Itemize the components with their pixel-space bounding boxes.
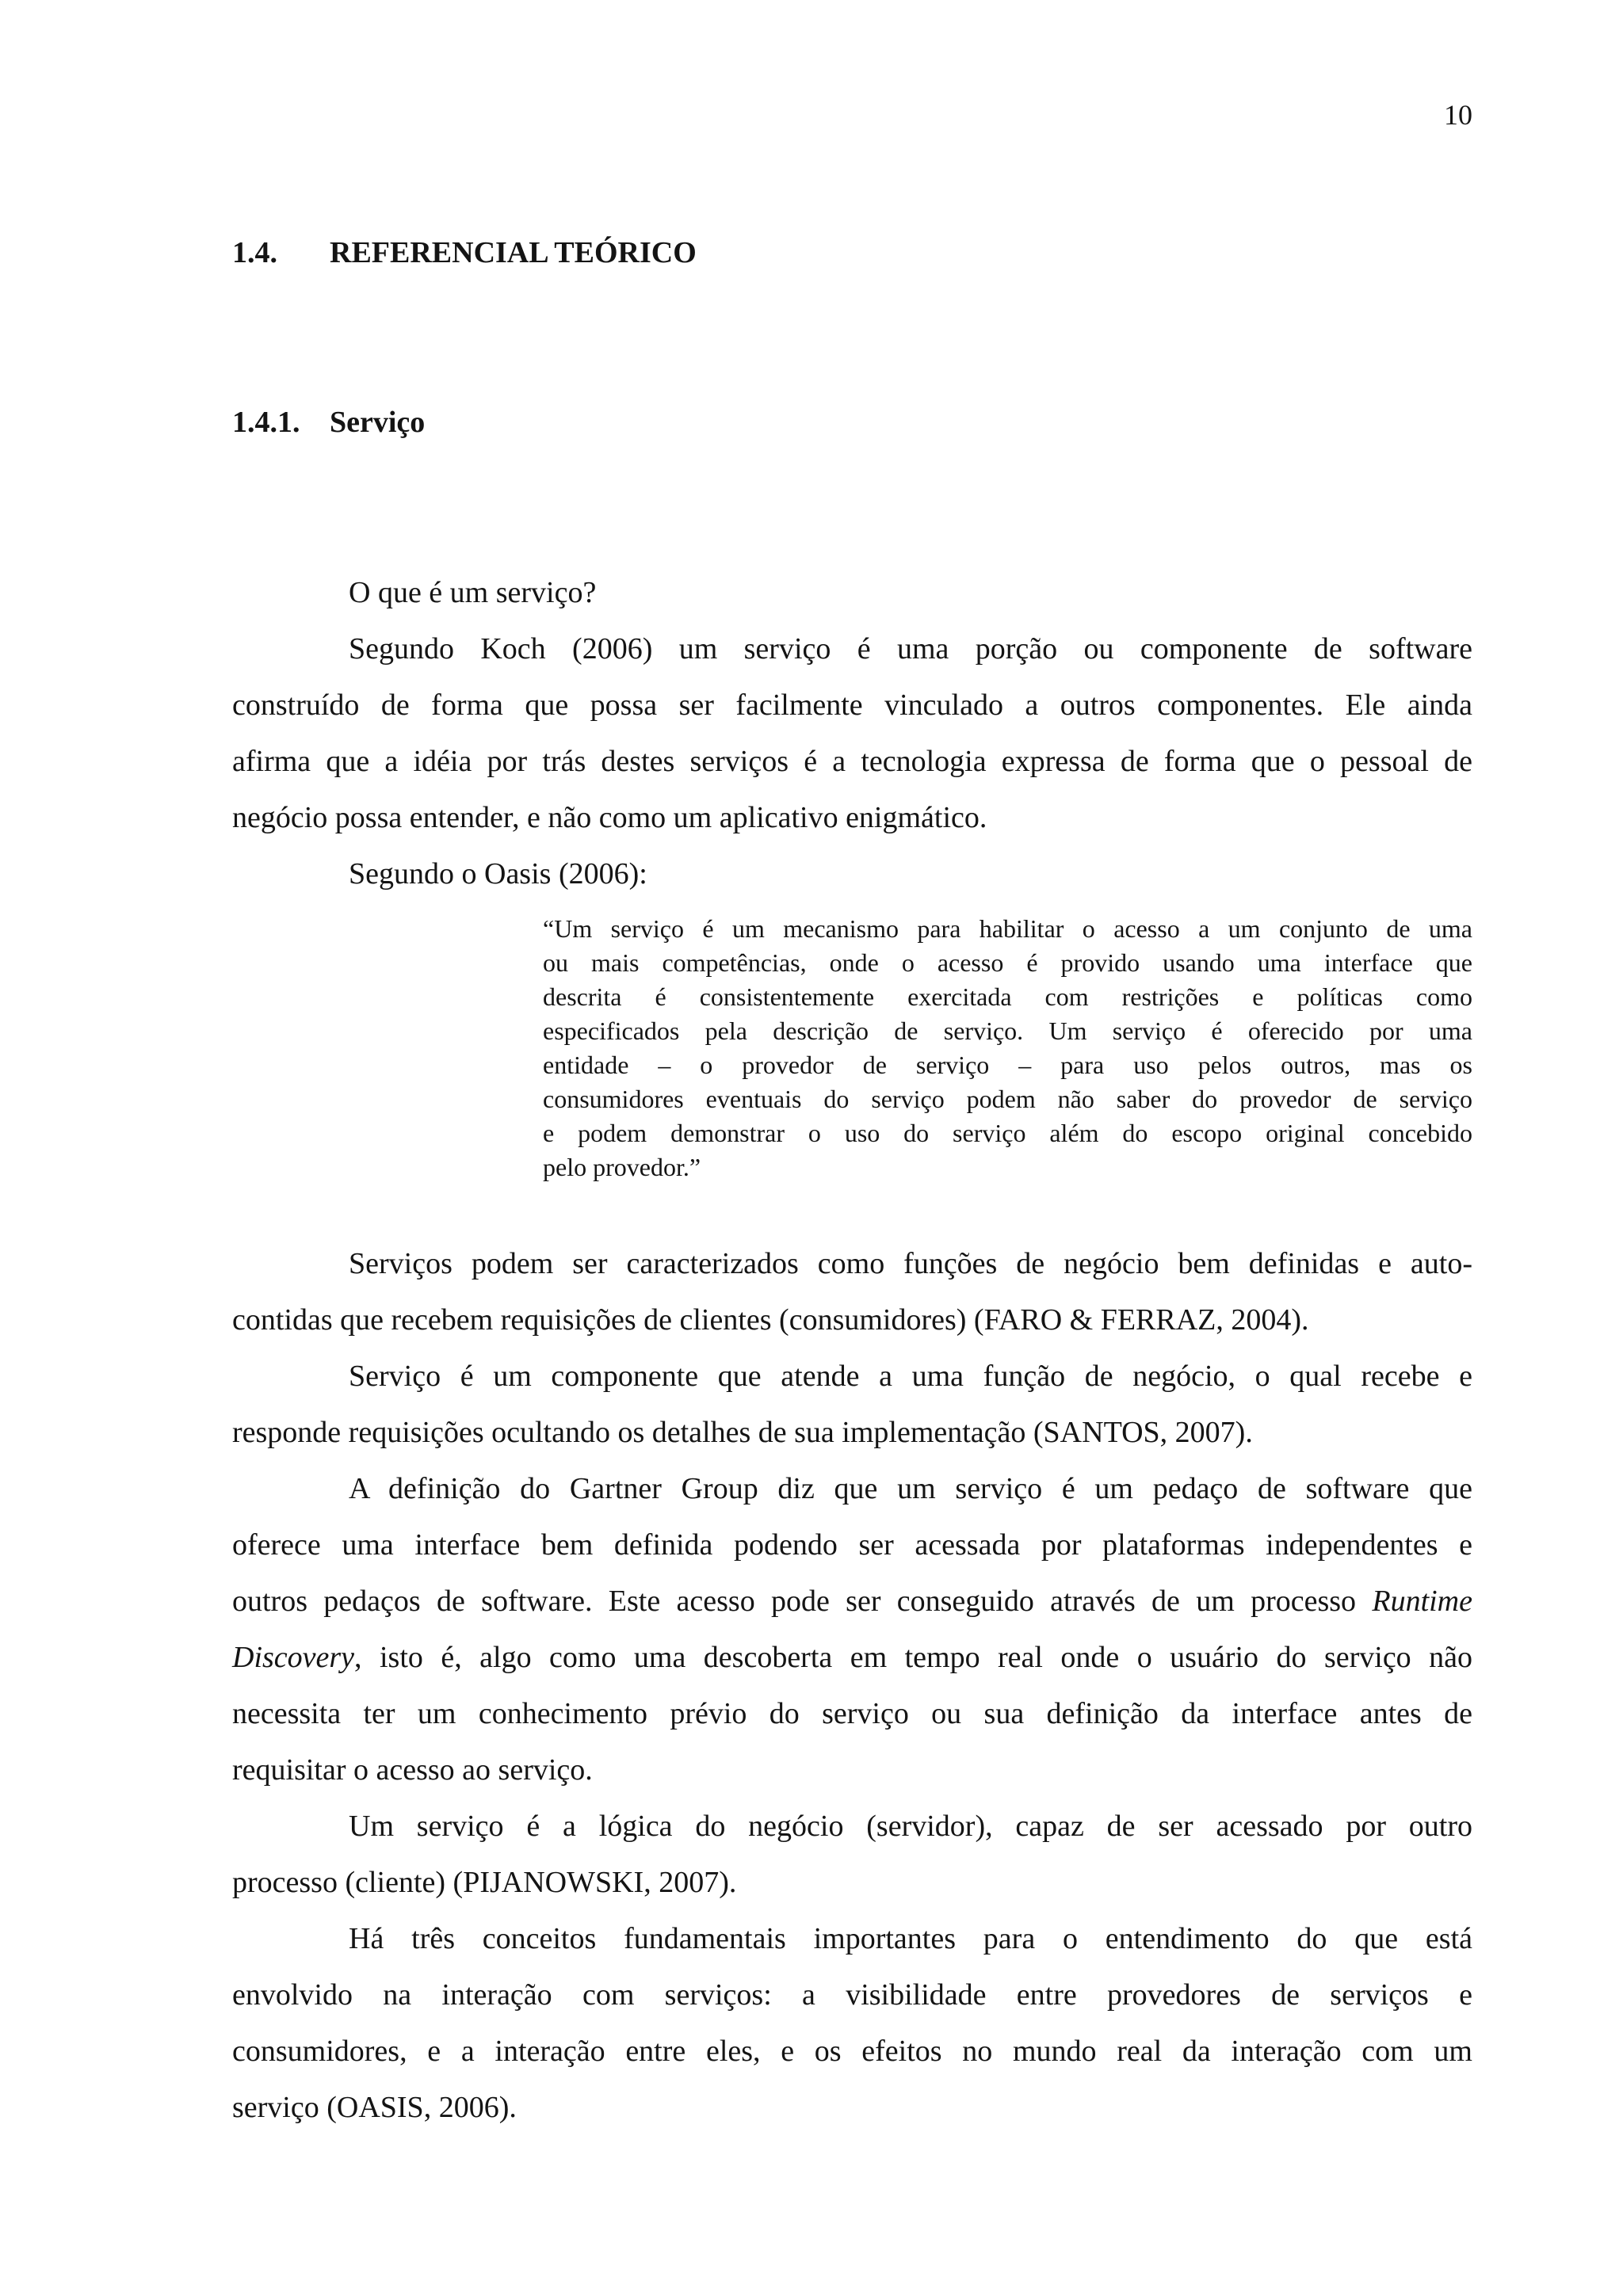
paragraph-line: envolvido na interação com serviços: a visibilidade entre provedores de serviços e xyxy=(232,1978,1472,2012)
block-quote-line: e podem demonstrar o uso do serviço além do escopo original concebido xyxy=(543,1119,1472,1147)
paragraph-line: processo (cliente) (PIJANOWSKI, 2007). xyxy=(232,1866,737,1899)
paragraph-line: necessita ter um conhecimento prévio do serviço ou sua definição da interface antes de xyxy=(232,1697,1472,1730)
question-line: O que é um serviço? xyxy=(349,576,597,609)
paragraph-line: consumidores, e a interação entre eles, e os efeitos no mundo real da interação com um xyxy=(232,2035,1472,2068)
paragraph-line: contidas que recebem requisições de clientes (consumidores) (FARO & FERRAZ, 2004). xyxy=(232,1303,1309,1337)
paragraph-line: serviço (OASIS, 2006). xyxy=(232,2091,517,2124)
paragraph-line: afirma que a idéia por trás destes serviços é a tecnologia expressa de forma que o pessoal de xyxy=(232,745,1472,778)
page-number: 10 xyxy=(1444,99,1472,131)
block-quote-line: pelo provedor.” xyxy=(543,1153,701,1181)
paragraph-line: requisitar o acesso ao serviço. xyxy=(232,1753,593,1787)
paragraph-line: oferece uma interface bem definida podendo ser acessada por plataformas independentes e xyxy=(232,1528,1472,1562)
paragraph-line: A definição do Gartner Group diz que um serviço é um pedaço de software que xyxy=(349,1472,1472,1505)
emphasis-term: Runtime xyxy=(1372,1585,1472,1618)
block-quote-line: ou mais competências, onde o acesso é provido usando uma interface que xyxy=(543,948,1472,977)
paragraph-line: construído de forma que possa ser facilmente vinculado a outros componentes. Ele ainda xyxy=(232,688,1472,722)
subsection-number: 1.4.1. xyxy=(232,406,300,439)
paragraph-text: , isto é, algo como uma descoberta em tempo real onde o usuário do serviço não xyxy=(354,1641,1472,1674)
emphasis-term: Discovery xyxy=(232,1641,355,1674)
paragraph-line: Serviço é um componente que atende a uma função de negócio, o qual recebe e xyxy=(349,1360,1472,1393)
paragraph-line: Um serviço é a lógica do negócio (servidor), capaz de ser acessado por outro xyxy=(349,1810,1472,1843)
section-number: 1.4. xyxy=(232,236,277,269)
paragraph-line: Serviços podem ser caracterizados como funções de negócio bem definidas e auto- xyxy=(349,1247,1472,1280)
paragraph-line: negócio possa entender, e não como um aplicativo enigmático. xyxy=(232,801,987,834)
paragraph-line xyxy=(232,1586,1472,1616)
block-quote-line: descrita é consistentemente exercitada com restrições e políticas como xyxy=(543,982,1472,1011)
paragraph-line: responde requisições ocultando os detalhes de sua implementação (SANTOS, 2007). xyxy=(232,1416,1253,1449)
paragraph-line: Há três conceitos fundamentais importantes para o entendimento do que está xyxy=(349,1922,1472,1955)
block-quote-line: entidade – o provedor de serviço – para uso pelos outros, mas os xyxy=(543,1051,1472,1079)
section-title: REFERENCIAL TEÓRICO xyxy=(330,236,697,269)
block-quote-line: consumidores eventuais do serviço podem não saber do provedor de serviço xyxy=(543,1085,1472,1113)
block-quote-line: “Um serviço é um mecanismo para habilitar o acesso a um conjunto de uma xyxy=(543,914,1472,943)
block-quote-line: especificados pela descrição de serviço. Um serviço é oferecido por uma xyxy=(543,1016,1472,1045)
subsection-title: Serviço xyxy=(330,406,426,439)
citation-intro: Segundo o Oasis (2006): xyxy=(349,857,647,891)
paragraph-line xyxy=(232,1642,1472,1672)
paragraph-line: Segundo Koch (2006) um serviço é uma porção ou componente de software xyxy=(349,632,1472,666)
paragraph-text: outros pedaços de software. Este acesso pode ser conseguido através de um processo xyxy=(232,1585,1373,1618)
